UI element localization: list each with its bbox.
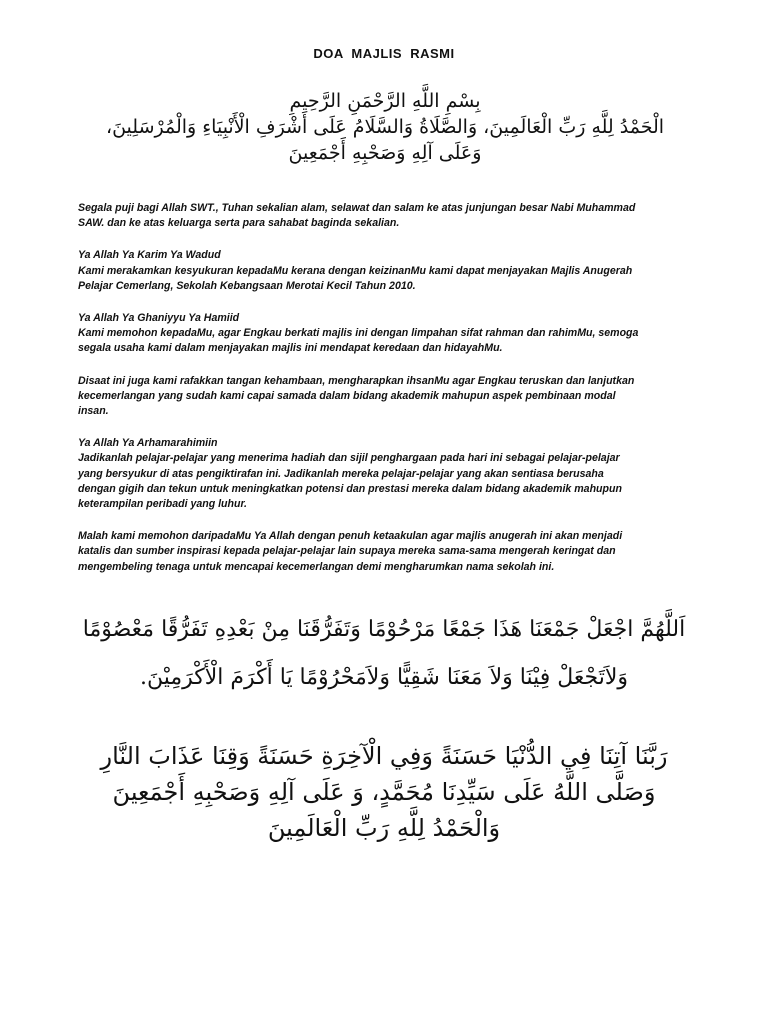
arabic-doa-closing xyxy=(60,738,708,846)
arabic-doa-line: وَالْحَمْدُ لِلَّهِ رَبِّ الْعَالَمِينَ xyxy=(267,814,501,842)
arabic-opening xyxy=(80,88,690,166)
arabic-doa-gathering xyxy=(60,606,708,702)
paragraph-excellence xyxy=(78,374,694,420)
paragraph-heading: Ya Allah Ya Ghaniyyu Ya Hamiid xyxy=(78,312,240,325)
paragraph-blessing xyxy=(78,311,694,357)
arabic-doa-line: رَبَّنَا آتِنَا فِي الدُّنْيَا حَسَنَةً وَفِي الْآخِرَةِ حَسَنَةً وَقِنَا عَذَابَ النَّارِ xyxy=(100,742,668,770)
arabic-opening-line: الْحَمْدُ لِلَّهِ رَبِّ الْعَالَمِينَ، وَالصَّلَاةُ وَالسَّلَامُ عَلَى أَشْرَفِ الْأَنْبِيَاءِ وَالْمُرْسَلِينَ، xyxy=(105,116,665,138)
text-line: kecemerlangan yang sudah kami capai samada dalam bidang akademik mahupun aspek pembinaan modal xyxy=(78,389,616,402)
paragraph-inspiration xyxy=(78,529,694,575)
arabic-doa-line: وَصَلَّى اللَّهُ عَلَى سَيِّدِنَا مُحَمَّدٍ، وَ عَلَى آلِهِ وَصَحْبِهِ أَجْمَعِينَ xyxy=(112,778,656,806)
arabic-doa-line: وَلاَتَجْعَلْ فِيْنَا وَلاَ مَعَنَا شَقِيًّا وَلاَمَحْرُوْمًا يَا أَكْرَمَ الْأَكْرَمِيْنَ. xyxy=(139,665,629,690)
text-line: yang bersyukur di atas pengiktirafan ini. Jadikanlah mereka pelajar-pelajar yang akan sentiasa berusaha xyxy=(78,467,604,480)
text-line: SAW. dan ke atas keluarga serta para sahabat baginda sekalian. xyxy=(78,217,400,230)
text-line: insan. xyxy=(78,405,109,418)
text-line: Segala puji bagi Allah SWT., Tuhan sekalian alam, selawat dan salam ke atas junjungan besar Nabi Muhammad xyxy=(78,202,636,214)
malay-prayer-body xyxy=(78,201,694,592)
paragraph-students xyxy=(78,436,694,512)
arabic-opening-line: بِسْمِ اللَّهِ الرَّحْمَنِ الرَّحِيمِ xyxy=(289,90,481,112)
text-line: Malah kami memohon daripadaMu Ya Allah dengan penuh ketaakulan agar majlis anugerah ini akan menjadi xyxy=(78,530,623,543)
text-line: segala usaha kami dalam menjayakan majlis ini mendapat keredaan dan hidayahMu. xyxy=(78,342,503,355)
text-line: Kami memohon kepadaMu, agar Engkau berkati majlis ini dengan limpahan sifat rahman dan rahimMu, semoga xyxy=(78,327,639,340)
text-line: Pelajar Cemerlang, Sekolah Kebangsaan Merotai Kecil Tahun 2010. xyxy=(78,279,416,292)
text-line: Jadikanlah pelajar-pelajar yang menerima hadiah dan sijil penghargaan pada hari ini sebagai pelajar-pelajar xyxy=(78,452,620,465)
paragraph-heading: Ya Allah Ya Arhamarahimiin xyxy=(78,437,218,450)
arabic-opening-line: وَعَلَى آلِهِ وَصَحْبِهِ أَجْمَعِينَ xyxy=(288,142,482,164)
text-line: katalis dan sumber inspirasi kepada pelajar-pelajar lain supaya mereka sama-sama mengerah keringat dan xyxy=(78,545,616,558)
document-title: DOA MAJLIS RASMI xyxy=(313,46,455,61)
text-line: dengan gigih dan tekun untuk meningkatkan potensi dan prestasi mereka dalam bidang akademik mahupun xyxy=(78,482,622,495)
text-line: keterampilan peribadi yang luhur. xyxy=(78,498,247,511)
arabic-doa-line: اَللَّهُمَّ اجْعَلْ جَمْعَنَا هَذَا جَمْعًا مَرْحُوْمًا وَتَفَرُّقَنَا مِنْ بَعْدِهِ تَفَرُّقًا مَعْصُوْمًا xyxy=(82,617,686,642)
paragraph-gratitude xyxy=(78,248,694,294)
text-line: Disaat ini juga kami rafakkan tangan kehambaan, mengharapkan ihsanMu agar Engkau teruskan dan lanjutkan xyxy=(78,374,635,387)
paragraph-heading: Ya Allah Ya Karim Ya Wadud xyxy=(78,249,221,262)
text-line: mengembeling tenaga untuk mencapai kecemerlangan demi mengharumkan nama sekolah ini. xyxy=(78,560,555,573)
text-line: Kami merakamkan kesyukuran kepadaMu kerana dengan keizinanMu kami dapat menjayakan Majlis Anugerah xyxy=(78,264,633,277)
paragraph-praise xyxy=(78,201,694,231)
